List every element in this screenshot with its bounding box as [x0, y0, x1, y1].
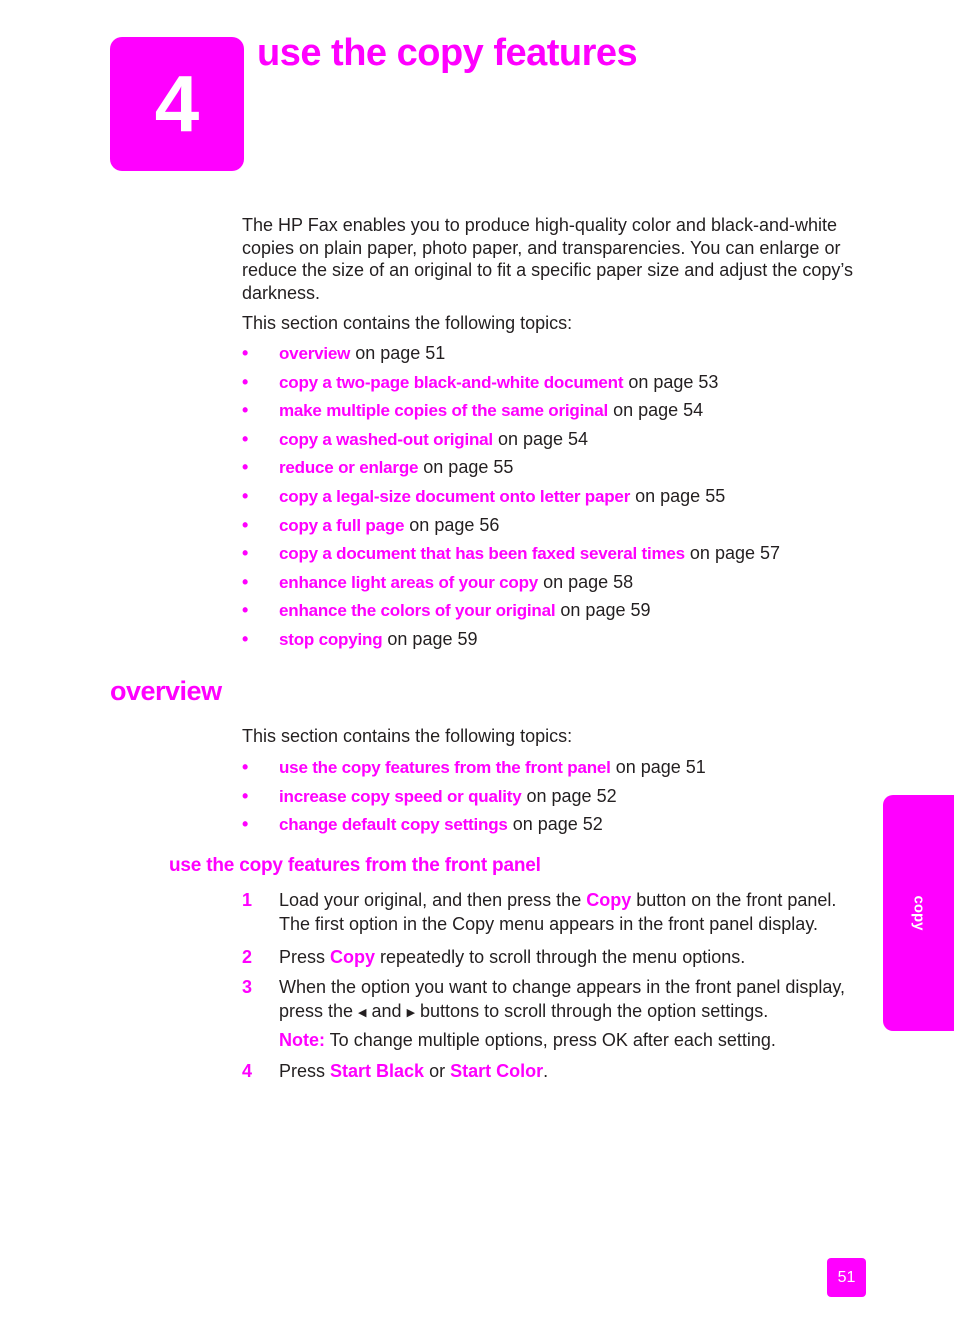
- topic-link[interactable]: enhance light areas of your copy: [279, 572, 539, 592]
- list-item: • copy a document that has been faxed several times on page 57: [242, 543, 781, 564]
- overview-topics-intro: This section contains the following topics:: [242, 726, 573, 746]
- step-number: 2: [242, 947, 253, 967]
- step-number: 1: [242, 890, 253, 910]
- overview-topics-list: [242, 753, 706, 839]
- chapter-number-box: [110, 37, 244, 171]
- topic-link[interactable]: copy a full page: [279, 515, 405, 535]
- topic-link[interactable]: copy a two-page black-and-white document: [279, 372, 624, 392]
- intro-paragraph: The HP Fax enables you to produce high-quality color and black-and-white copies on plain paper, photo paper, and transparencies. You can enlarge or reduce the size of an original to fit a specific paper size and adjust the copy’s darkness.: [242, 215, 854, 303]
- right-arrow-icon: ▶: [406, 1007, 416, 1019]
- side-tab-label: copy: [910, 895, 927, 931]
- front-panel-heading: use the copy features from the front panel: [169, 855, 541, 876]
- topic-link[interactable]: increase copy speed or quality: [279, 786, 522, 806]
- step-number: 4: [242, 1061, 253, 1081]
- list-item: • copy a full page on page 56: [242, 514, 500, 535]
- step-1: 1 Load your original, and then press the Copy button on the front panel. The first option in the Copy menu appears in the front panel display.: [242, 890, 837, 934]
- topic-link[interactable]: overview: [279, 344, 351, 363]
- section-side-tab: [883, 795, 954, 1031]
- chapter-title: use the copy features: [257, 32, 638, 74]
- topic-link[interactable]: make multiple copies of the same original: [279, 401, 609, 421]
- step-4: 4 Press Start Black or Start Color.: [242, 1061, 549, 1081]
- page-number: 51: [827, 1258, 866, 1297]
- list-item: • increase copy speed or quality on page 52: [242, 785, 617, 806]
- topic-link[interactable]: enhance the colors of your original: [279, 601, 556, 621]
- list-item: • copy a two-page black-and-white document on page 53: [242, 371, 719, 392]
- list-item: • copy a legal-size document onto letter paper on page 55: [242, 485, 726, 506]
- note-label: Note:: [279, 1030, 325, 1050]
- list-item: • use the copy features from the front panel on page 51: [242, 757, 706, 777]
- list-item: • overview on page 51: [242, 343, 446, 363]
- topic-link[interactable]: copy a document that has been faxed several times: [279, 544, 685, 564]
- list-item: • change default copy settings on page 52: [242, 814, 603, 835]
- list-item: • reduce or enlarge on page 55: [242, 457, 514, 478]
- list-item: • make multiple copies of the same original on page 54: [242, 400, 704, 421]
- step-2: 2 Press Copy repeatedly to scroll through the menu options.: [242, 947, 746, 967]
- step-number: 3: [242, 977, 253, 997]
- topic-link[interactable]: copy a legal-size document onto letter paper: [279, 486, 631, 506]
- chapter-number: 4: [154, 59, 200, 148]
- topic-link[interactable]: stop copying: [279, 629, 383, 649]
- list-item: • stop copying on page 59: [242, 628, 478, 649]
- list-item: • copy a washed-out original on page 54: [242, 428, 589, 449]
- left-arrow-icon: ◀: [358, 1007, 367, 1019]
- list-item: • enhance the colors of your original on page 59: [242, 600, 651, 621]
- topics-intro: This section contains the following topics:: [242, 313, 573, 333]
- overview-heading: overview: [110, 676, 222, 706]
- step-3: 3 When the option you want to change appears in the front panel display, press the ◀ and ▶ buttons to scroll through the option settings.: [242, 977, 846, 1021]
- note: Note: To change multiple options, press OK after each setting.: [279, 1030, 776, 1050]
- topic-link[interactable]: reduce or enlarge: [279, 458, 419, 478]
- topic-link[interactable]: change default copy settings: [279, 815, 508, 835]
- topic-link[interactable]: use the copy features from the front panel: [279, 758, 611, 777]
- list-item: • enhance light areas of your copy on page 58: [242, 571, 634, 592]
- topic-link[interactable]: copy a washed-out original: [279, 429, 493, 449]
- topics-list: [242, 339, 780, 654]
